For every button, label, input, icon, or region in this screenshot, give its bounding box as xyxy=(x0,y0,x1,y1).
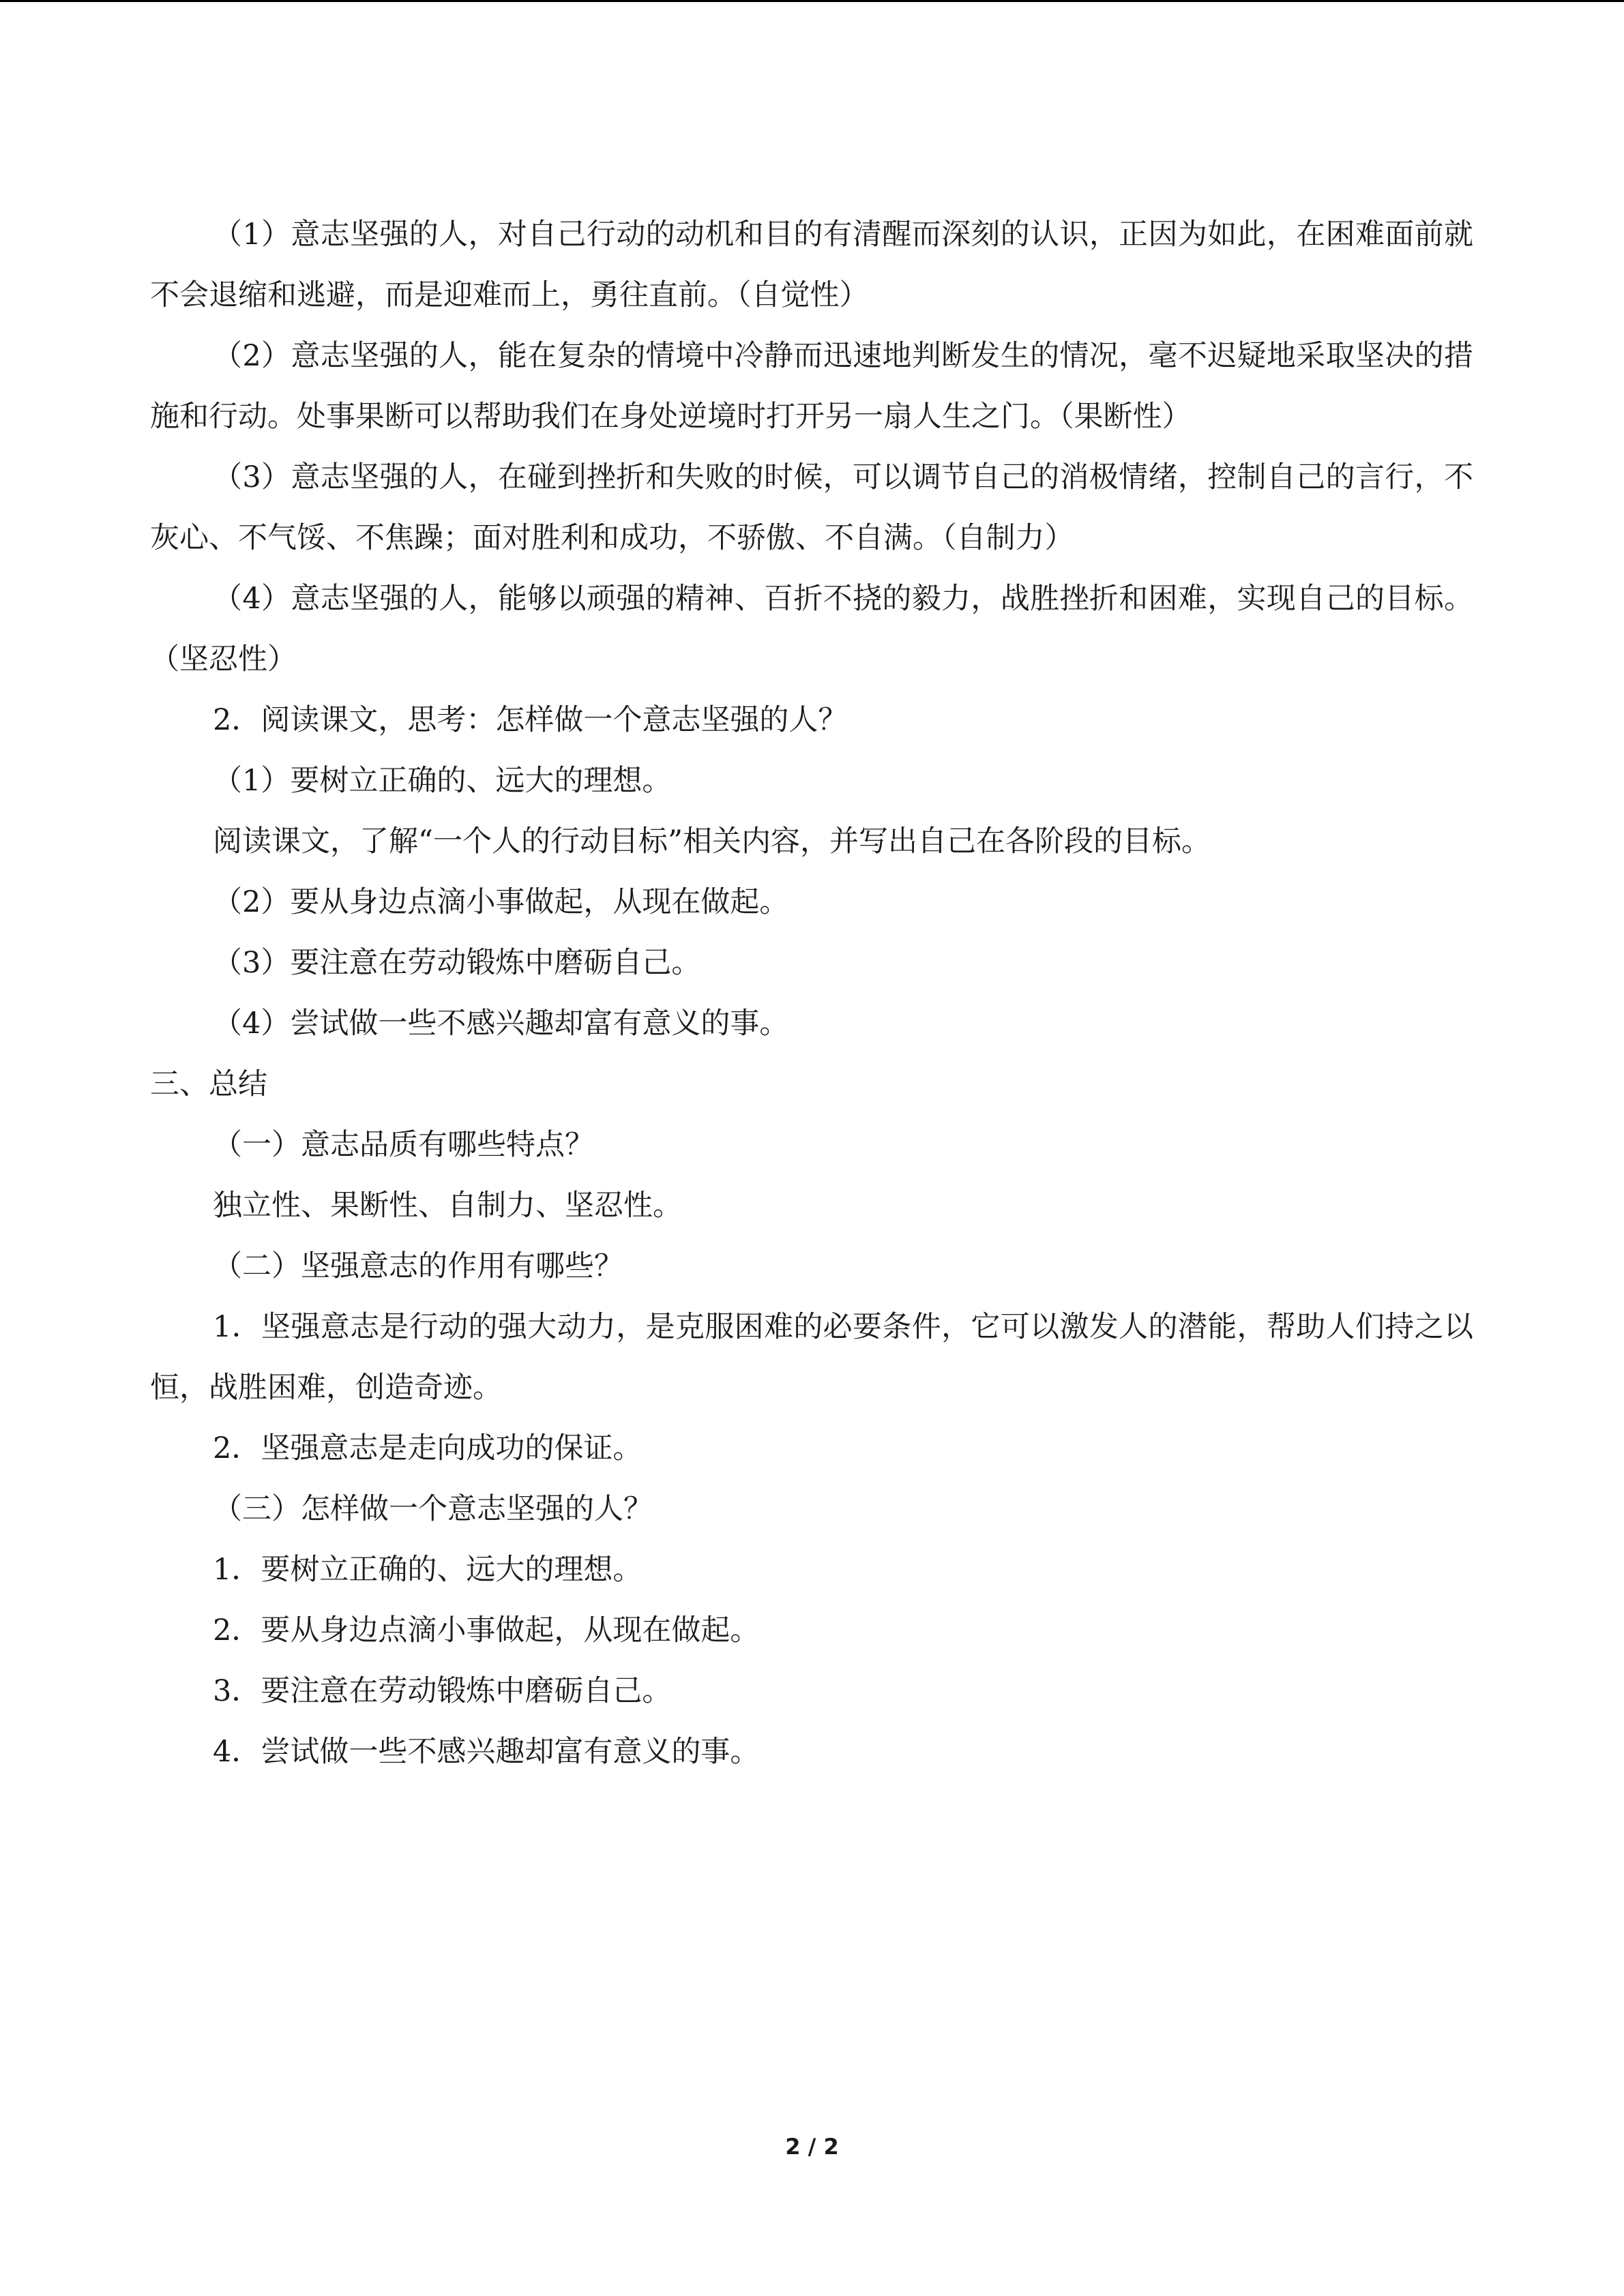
paragraph-summary-a2-2: 2．坚强意志是走向成功的保证。 xyxy=(213,1431,643,1465)
paragraph-summary-a2-1: 1．坚强意志是行动的强大动力，是克服困难的必要条件，它可以激发人的潜能，帮助人们持之以恒，战胜困难，创造奇迹。 xyxy=(150,1310,1473,1405)
document-body xyxy=(150,205,1473,1783)
page-number: 2 / 2 xyxy=(785,2134,839,2160)
paragraph-summary-a1: 独立性、果断性、自制力、坚忍性。 xyxy=(213,1189,682,1223)
paragraph-decisiveness: （2）意志坚强的人，能在复杂的情境中冷静而迅速地判断发生的情况，毫不迟疑地采取坚决的措施和行动。处事果断可以帮助我们在身处逆境时打开另一扇人生之门。（果断性） xyxy=(150,339,1473,434)
paragraph-summary-q1: （一）意志品质有哪些特点？ xyxy=(213,1128,594,1162)
paragraph-perseverance: （4）意志坚强的人，能够以顽强的精神、百折不挠的毅力，战胜挫折和困难，实现自己的目标。（坚忍性） xyxy=(150,582,1473,676)
paragraph-read-goals: 阅读课文，了解“一个人的行动目标”相关内容，并写出自己在各阶段的目标。 xyxy=(213,824,1211,859)
paragraph-small-things: （2）要从身边点滴小事做起，从现在做起。 xyxy=(213,885,789,919)
section-heading-summary: 三、总结 xyxy=(150,1067,267,1101)
paragraph-self-control: （3）意志坚强的人，在碰到挫折和失败的时候，可以调节自己的消极情绪，控制自己的言行，不灰心、不气馁、不焦躁；面对胜利和成功，不骄傲、不自满。（自制力） xyxy=(150,460,1473,555)
paragraph-summary-a3-3: 3．要注意在劳动锻炼中磨砺自己。 xyxy=(213,1674,672,1708)
paragraph-summary-a3-1: 1．要树立正确的、远大的理想。 xyxy=(213,1553,643,1587)
paragraph-labor: （3）要注意在劳动锻炼中磨砺自己。 xyxy=(213,946,701,980)
paragraph-summary-a3-2: 2．要从身边点滴小事做起，从现在做起。 xyxy=(213,1613,760,1648)
paragraph-uninteresting-things: （4）尝试做一些不感兴趣却富有意义的事。 xyxy=(213,1007,789,1041)
paragraph-summary-a3-4: 4．尝试做一些不感兴趣却富有意义的事。 xyxy=(213,1735,760,1769)
paragraph-summary-q3: （三）怎样做一个意志坚强的人？ xyxy=(213,1492,653,1526)
paragraph-self-awareness: （1）意志坚强的人，对自己行动的动机和目的有清醒而深刻的认识，正因为如此，在困难面前就不会退缩和逃避，而是迎难而上，勇往直前。（自觉性） xyxy=(150,218,1473,312)
paragraph-ideal: （1）要树立正确的、远大的理想。 xyxy=(213,764,672,798)
paragraph-summary-q2: （二）坚强意志的作用有哪些？ xyxy=(213,1249,623,1283)
paragraph-question-how: 2．阅读课文，思考：怎样做一个意志坚强的人？ xyxy=(213,703,848,737)
page-top-border xyxy=(0,0,1624,2)
